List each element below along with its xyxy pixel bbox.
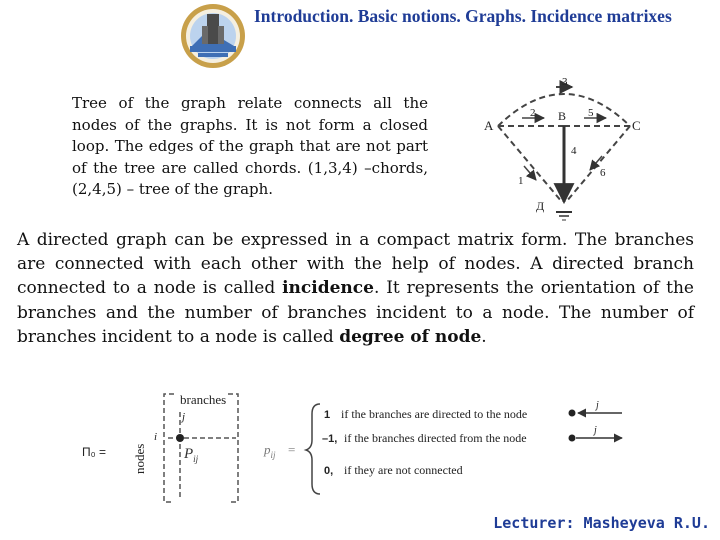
edge-label-5: 5	[588, 107, 594, 119]
pij-label: $p_{ij}$	[264, 442, 276, 460]
edge-label-2: 2	[530, 107, 536, 119]
columns-label: branches	[180, 392, 227, 407]
term-incidence: incidence	[282, 278, 374, 299]
value-1: 1	[324, 409, 331, 421]
condition-directed-to: if the branches are directed to the node	[341, 407, 528, 421]
node-label-b: B	[558, 109, 567, 123]
pi-label: П₀ =	[82, 445, 106, 459]
term-degree-of-node: degree of node	[339, 326, 482, 347]
svg-text:=: =	[288, 442, 296, 457]
slide-title: Introduction. Basic notions. Graphs. Incidence matrixes	[254, 6, 672, 26]
node-label-c: C	[632, 118, 641, 133]
j-label: j	[182, 411, 186, 423]
edge-label-4: 4	[571, 145, 577, 157]
p-ij-label: $P_{ij}$	[184, 446, 199, 464]
condition-not-connected: if they are not connected	[344, 463, 463, 477]
cases-brace	[306, 404, 320, 494]
arrow-label-j-2: j	[594, 425, 597, 436]
lecturer-name: Lecturer: Masheyeva R.U.	[493, 514, 710, 532]
i-label: i	[154, 431, 158, 443]
edge-label-6: 6	[600, 167, 606, 179]
university-logo	[178, 2, 248, 70]
edge-label-1: 1	[518, 175, 524, 187]
arrow-label-j-1: j	[596, 400, 599, 411]
condition-directed-from: if the branches directed from the node	[344, 431, 527, 445]
edge-label-3: 3	[562, 76, 568, 88]
edge-1	[498, 126, 562, 202]
value-0: 0,	[324, 465, 334, 477]
node-label-a: A	[484, 118, 494, 133]
edge-6	[566, 126, 630, 202]
matrix-element-dot	[176, 434, 184, 442]
incidence-paragraph: A directed graph can be expressed in a compact matrix form. The branches are connected with each other with the help of nodes. A directed branch connected to a node is called incidence. It represents the orientation of the branches and the number of branches incident to a node. The number of branches incident to a node is called degree of node.	[17, 230, 694, 347]
rows-label: nodes	[132, 443, 147, 474]
tree-definition-text: Tree of the graph relate connects all the nodes of the graphs. It is not form a closed loop. The edges of the graph that are not part of the tree are called chords. (1,3,4) –chords, (2,4,5) – tree of the graph.	[72, 94, 428, 199]
node-label-d: Д	[536, 199, 545, 213]
value-minus-1: –1,	[322, 433, 338, 445]
graph-diagram	[452, 74, 666, 224]
incidence-matrix-figure	[78, 388, 638, 508]
